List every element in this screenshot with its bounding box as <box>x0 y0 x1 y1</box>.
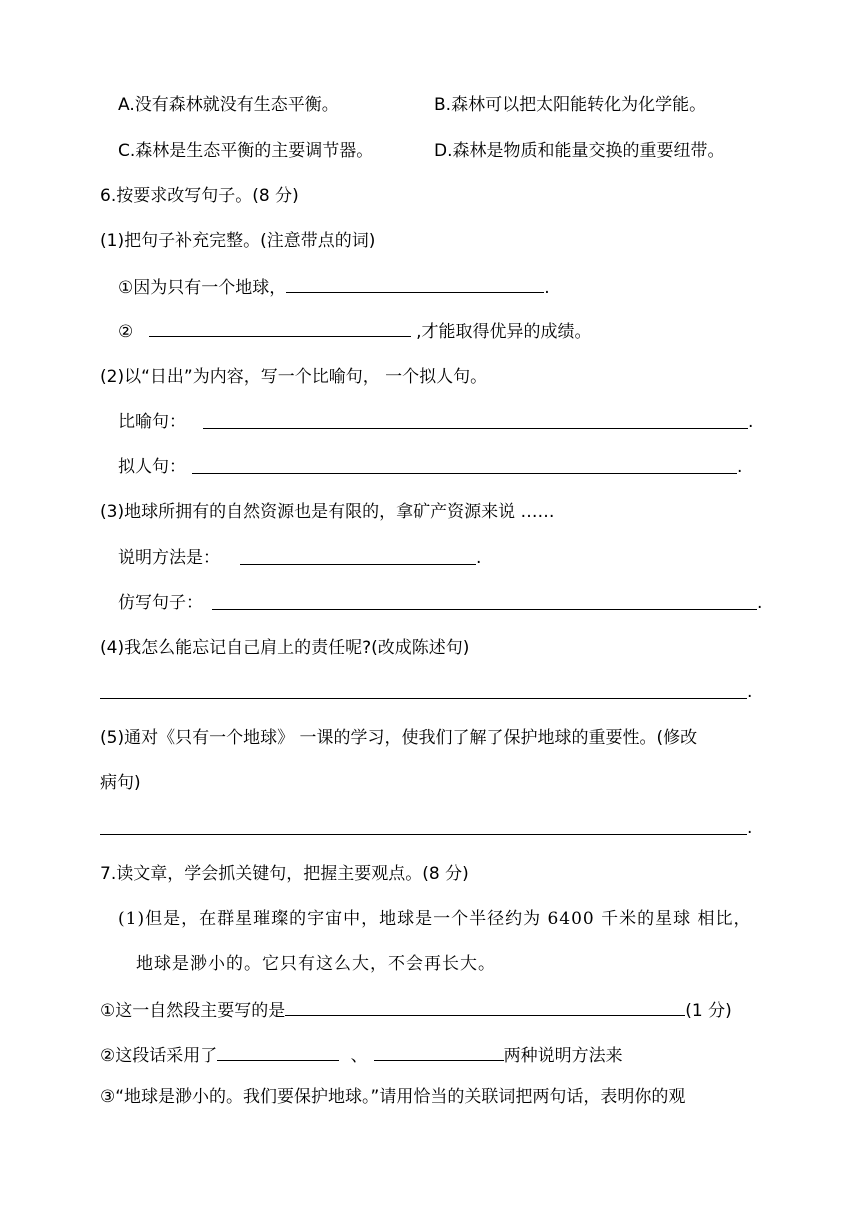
q6-part1-line1-text: ①因为只有一个地球， <box>118 278 287 298</box>
answer-blank[interactable] <box>286 276 544 293</box>
q7-title: 7.读文章，学会抓关键句，把握主要观点。(8 分) <box>100 864 469 884</box>
imitate-label: 仿写句子： <box>118 593 203 613</box>
q6-part5-heading: (5)通对《只有一个地球》 一课的学习，使我们了解了保护地球的重要性。(修改 <box>100 728 698 748</box>
q7-sub2 <box>100 1044 623 1067</box>
option-b: B.森林可以把太阳能转化为化学能。 <box>434 95 707 115</box>
q6-part1-line1 <box>118 276 550 299</box>
period-mark: . <box>747 818 753 838</box>
q7-sub2-suffix: 两种说明方法来 <box>503 1046 623 1066</box>
simile-answer-line[interactable] <box>203 428 748 429</box>
personify-answer-line[interactable] <box>192 473 737 474</box>
q6-part5-heading-cont: 病句) <box>100 773 141 793</box>
q6-part2-heading: (2)以“日出”为内容，写一个比喻句， 一个拟人句。 <box>100 367 488 387</box>
q6-part5-answer-line[interactable] <box>100 834 747 835</box>
answer-blank[interactable] <box>285 999 685 1016</box>
passage-line-1: (1)但是，在群星璀璨的宇宙中，地球是一个半径约为 6400 千米的星球 相比， <box>118 909 752 929</box>
method-label: 说明方法是： <box>118 548 220 568</box>
separator-mark: 、 <box>350 1046 368 1066</box>
answer-blank[interactable] <box>374 1044 504 1061</box>
circled-two: ② <box>118 322 134 342</box>
q6-title: 6.按要求改写句子。(8 分) <box>100 186 299 206</box>
q7-sub1 <box>100 999 732 1022</box>
period-mark: . <box>757 593 763 613</box>
personify-label: 拟人句： <box>118 457 186 477</box>
score-note: (1 分) <box>685 1001 732 1021</box>
simile-label: 比喻句： <box>118 412 186 432</box>
q6-part1-heading: (1)把句子补充完整。(注意带点的词) <box>100 231 376 251</box>
option-d: D.森林是物质和能量交换的重要纽带。 <box>434 141 725 161</box>
q7-sub3: ③“地球是渺小的。我们要保护地球。”请用恰当的关联词把两句话，表明你的观 <box>100 1087 686 1107</box>
method-answer-line[interactable] <box>240 564 476 565</box>
period-mark: . <box>748 412 754 432</box>
option-a: A.没有森林就没有生态平衡。 <box>118 95 339 115</box>
option-c: C.森林是生态平衡的主要调节器。 <box>118 141 374 161</box>
answer-blank[interactable] <box>149 320 411 337</box>
imitate-answer-line[interactable] <box>212 609 757 610</box>
q6-part1-line2-suffix: ,才能取得优异的成绩。 <box>416 322 592 342</box>
q7-sub2-text: ②这段话采用了 <box>100 1046 218 1066</box>
period-mark: . <box>737 457 743 477</box>
answer-blank[interactable] <box>217 1044 339 1061</box>
period-mark: . <box>476 548 482 568</box>
q6-part3-heading: (3)地球所拥有的自然资源也是有限的，拿矿产资源来说 …… <box>100 502 555 522</box>
q6-part4-heading: (4)我怎么能忘记自己肩上的责任呢?(改成陈述句) <box>100 638 470 658</box>
q6-part4-answer-line[interactable] <box>100 698 747 699</box>
passage-line-2: 地球是渺小的。它只有这么大，不会再长大。 <box>136 954 496 974</box>
period-mark: . <box>544 278 550 298</box>
q6-part1-line2 <box>118 320 591 343</box>
period-mark: . <box>747 682 753 702</box>
q7-sub1-text: ①这一自然段主要写的是 <box>100 1001 286 1021</box>
